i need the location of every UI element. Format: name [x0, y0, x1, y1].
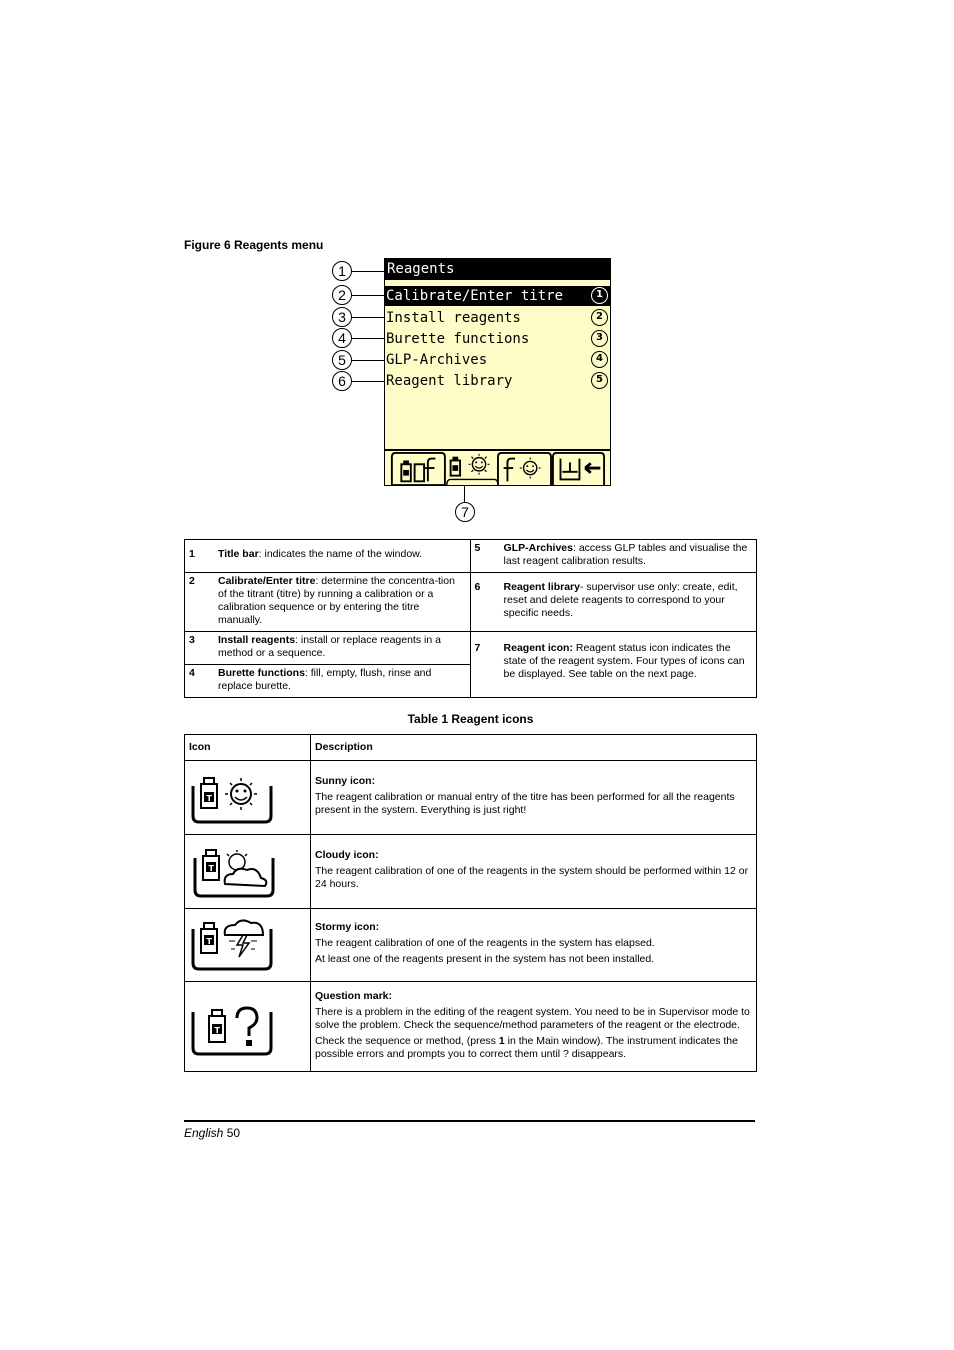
table-caption: Table 1 Reagent icons: [407, 712, 534, 726]
legend-cell-4: 4 Burette functions: fill, empty, flush, rinse and replace burette.: [185, 665, 471, 698]
menu-item-reagent-library[interactable]: [385, 371, 610, 391]
question-mark-para-2: Check the sequence or method, (press 1 in the Main window). The instrument indicates the possible errors and prompts you to correct them until ? disappears.: [315, 1034, 738, 1060]
menu-item-label: Reagent library: [386, 373, 513, 389]
menu-item-label: Install reagents: [386, 310, 521, 326]
leader-line: [352, 338, 384, 339]
callout-6: 6: [332, 371, 352, 391]
figure-caption: Figure 6 Reagents menu: [184, 238, 324, 252]
description-cell: Sunny icon: The reagent calibration or manual entry of the titre has been performed for all the reagents present in the system. Everything is just right!: [311, 761, 757, 835]
cloudy-icon: [185, 840, 310, 900]
icon-cell: [185, 909, 311, 982]
callout-5: 5: [332, 350, 352, 370]
screen-title-bar: Reagents: [385, 259, 610, 280]
description-cell: Cloudy icon: The reagent calibration of one of the reagents in the system should be performed within 12 or 24 hours.: [311, 835, 757, 909]
menu-item-calibrate[interactable]: [385, 286, 610, 306]
sunny-icon: [185, 766, 310, 826]
menu-key-badge: 2: [591, 309, 608, 326]
table-row: [185, 909, 757, 982]
leader-line: [464, 486, 465, 502]
table-row: [185, 982, 757, 1072]
icon-cell: [185, 761, 311, 835]
screen-tab-bar: [385, 449, 610, 486]
table-row: [185, 761, 757, 835]
menu-item-label: Burette functions: [386, 331, 530, 347]
tab-beaker-exit-icon[interactable]: [553, 453, 604, 485]
leader-line: [352, 360, 384, 361]
tab-burette-sunny-icon[interactable]: [498, 453, 551, 485]
menu-item-glp-archives[interactable]: [385, 350, 610, 370]
leader-line: [352, 271, 384, 272]
reagents-menu-screen: [384, 258, 611, 486]
svg-text:T: T: [206, 793, 212, 803]
menu-item-burette-functions[interactable]: [385, 329, 610, 349]
table-row: [185, 835, 757, 909]
page-number: 50: [226, 1126, 241, 1140]
tab-reagents-bottles-icon[interactable]: [392, 453, 445, 485]
menu-item-label: Calibrate/Enter titre: [386, 288, 564, 304]
legend-cell-5: 5 GLP-Archives: access GLP tables and visualise the last reagent calibration results.: [470, 540, 756, 573]
callout-2: 2: [332, 285, 352, 305]
menu-item-label: GLP-Archives: [386, 352, 488, 368]
svg-text:T: T: [208, 863, 214, 873]
footer-rule: [184, 1120, 755, 1122]
menu-item-install-reagents[interactable]: [385, 308, 610, 328]
question-mark-icon: [185, 990, 310, 1060]
leader-line: [352, 317, 384, 318]
legend-cell-3: 3 Install reagents: install or replace reagents in a method or a sequence.: [185, 632, 471, 665]
icon-cell: [185, 835, 311, 909]
legend-cell-2: 2 Calibrate/Enter titre: determine the concentra-tion of the titrant (titre) by running a calibration or a calibration sequence or by entering the titre manually.: [185, 573, 471, 632]
callout-4: 4: [332, 328, 352, 348]
tab-reagent-status-sunny-icon[interactable]: [447, 454, 498, 485]
svg-text:T: T: [214, 1025, 220, 1035]
legend-table: [184, 539, 757, 698]
leader-line: [352, 295, 384, 296]
callout-3: 3: [332, 307, 352, 327]
legend-cell-6: 6 Reagent library- supervisor use only: create, edit, reset and delete reagents to correspond to your specific needs.: [470, 573, 756, 632]
legend-cell-7: 7 Reagent icon: Reagent status icon indicates the state of the reagent system. Four types of icons can be displayed. See table on the next page.: [470, 632, 756, 698]
svg-text:T: T: [206, 937, 212, 946]
menu-key-badge: 5: [591, 372, 608, 389]
page-footer: [184, 1126, 240, 1140]
description-cell: Stormy icon: The reagent calibration of one of the reagents in the system has elapsed. At least one of the reagents present in the system has not been installed.: [311, 909, 757, 982]
menu-key-badge: 3: [591, 330, 608, 347]
reagent-icons-table: [184, 734, 757, 1072]
column-header-description: Description: [311, 735, 757, 761]
legend-cell-1: 1 Title bar: indicates the name of the window.: [185, 540, 471, 573]
menu-key-badge: 1: [591, 287, 608, 304]
leader-line: [352, 381, 384, 382]
footer-language: English: [184, 1126, 224, 1140]
callout-1: 1: [332, 261, 352, 281]
stormy-icon: [185, 913, 310, 973]
column-header-icon: Icon: [185, 735, 311, 761]
menu-key-badge: 4: [591, 351, 608, 368]
icon-cell: [185, 982, 311, 1072]
description-cell: Question mark: There is a problem in the editing of the reagent system. You need to be in Supervisor mode to solve the problem. Check the sequence/method parameters of the reagent or the electrode. Check the sequence or method, (press 1 in the Main window). The instrument indicates the possible errors and prompts you to correct them until ? disappears.: [311, 982, 757, 1072]
callout-7: 7: [455, 502, 475, 522]
